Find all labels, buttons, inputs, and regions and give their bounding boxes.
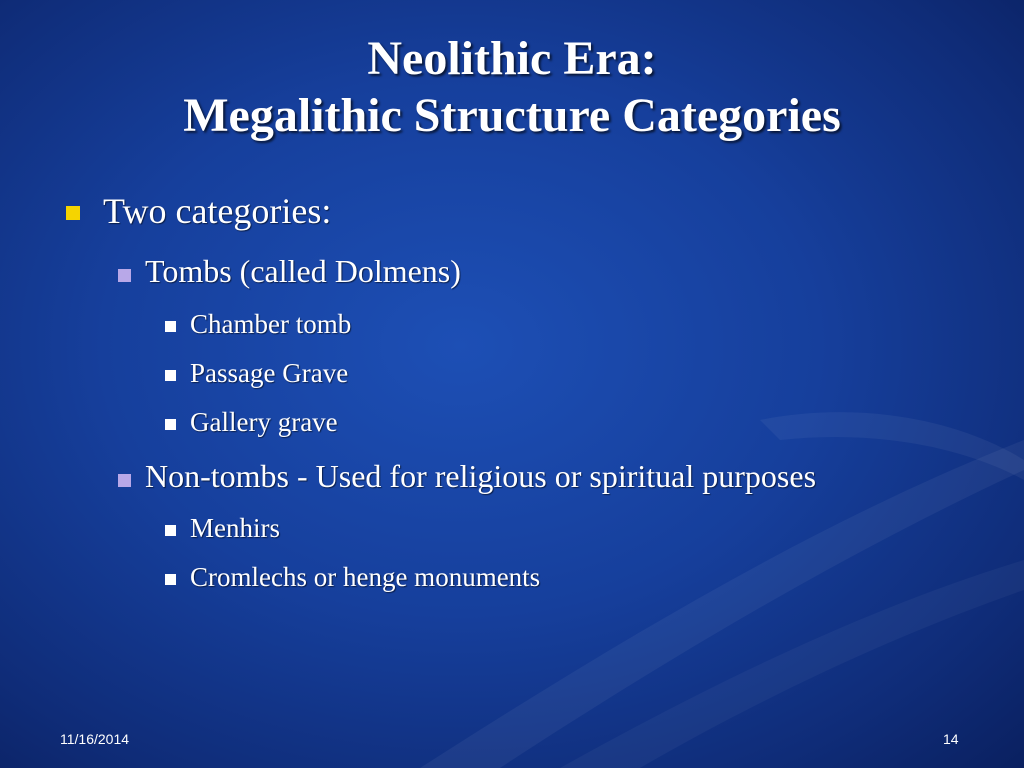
square-bullet-icon — [165, 419, 176, 430]
bullet-item-gallery-grave: Gallery grave — [190, 407, 338, 437]
bullet-item-non-tombs: Non-tombs - Used for religious or spiritual purposes — [145, 458, 817, 494]
square-bullet-icon — [165, 321, 176, 332]
title-line-1: Neolithic Era: — [367, 32, 657, 85]
square-bullet-icon — [118, 269, 131, 282]
bullet-item-chamber-tomb: Chamber tomb — [190, 309, 352, 339]
square-bullet-icon — [165, 525, 176, 536]
bullet-item-passage-grave: Passage Grave — [190, 358, 349, 388]
bullet-item-menhirs: Menhirs — [190, 513, 280, 543]
square-bullet-icon — [165, 574, 176, 585]
bullet-item-cromlechs: Cromlechs or henge monuments — [190, 562, 541, 592]
slide-title — [0, 30, 1024, 144]
square-bullet-icon — [118, 474, 131, 487]
slide-date: 11/16/2014 — [60, 731, 130, 747]
square-bullet-icon — [165, 370, 176, 381]
title-line-2: Megalithic Structure Categories — [183, 89, 841, 142]
slide-number: 14 — [943, 731, 959, 747]
bullet-item-two-categories: Two categories: — [103, 191, 332, 231]
square-bullet-icon — [66, 206, 80, 220]
bullet-item-tombs: Tombs (called Dolmens) — [145, 253, 461, 289]
